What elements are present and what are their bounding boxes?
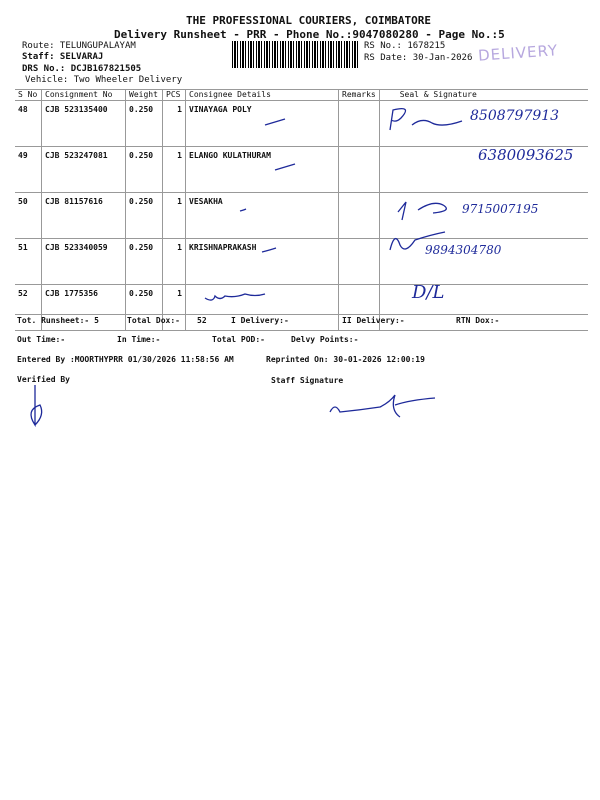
col-signature: Seal & Signature	[379, 90, 588, 101]
route: Route: TELUNGUPALAYAM	[22, 41, 136, 51]
total-dox-value: 52	[197, 316, 207, 325]
cell-sno: 51	[15, 239, 42, 285]
cell-weight: 0.250	[126, 193, 163, 239]
col-consignee: Consignee Details	[186, 90, 339, 101]
cell-sno: 50	[15, 193, 42, 239]
handwritten-dl: D/L	[412, 282, 445, 303]
cell-consignee: VESAKHA	[186, 193, 339, 239]
cell-pcs: 1	[163, 147, 186, 193]
reprinted-on: Reprinted On: 30-01-2026 12:00:19	[266, 355, 425, 364]
drs-no: DRS No.: DCJB167821505	[22, 64, 142, 74]
signature-scribble	[205, 294, 265, 300]
signature-scribble	[398, 202, 446, 220]
entered-by: Entered By :MOORTHYPRR 01/30/2026 11:58:56 AM	[17, 355, 234, 364]
verified-by: Verified By	[17, 375, 70, 384]
staff-signature-mark	[330, 395, 435, 417]
tot-runsheet: Tot. Runsheet:- 5	[17, 316, 99, 325]
col-weight: Weight	[126, 90, 163, 101]
col-sno: S No	[15, 90, 42, 101]
rtn-dox: RTN Dox:-	[456, 316, 500, 325]
col-consignment: Consignment No	[42, 90, 126, 101]
handwritten-phone: 6380093625	[478, 146, 574, 164]
cell-sno: 49	[15, 147, 42, 193]
delvy-points: Delvy Points:-	[291, 335, 359, 344]
runsheet-subtitle: Delivery Runsheet - PRR - Phone No.:9047080280 - Page No.:5	[114, 28, 505, 41]
cell-pcs: 1	[163, 239, 186, 285]
signature-mark	[275, 164, 295, 170]
i-delivery: I Delivery:-	[231, 316, 289, 325]
divider	[15, 314, 588, 315]
vehicle: Vehicle: Two Wheeler Delivery	[25, 75, 183, 85]
cell-consignee: VINAYAGA POLY	[186, 101, 339, 147]
cell-sno: 48	[15, 101, 42, 147]
cell-cons: CJB 523340059	[42, 239, 126, 285]
cell-weight: 0.250	[126, 101, 163, 147]
out-time: Out Time:-	[17, 335, 66, 344]
cell-sno: 52	[15, 285, 42, 331]
staff-signature-label: Staff Signature	[271, 376, 344, 385]
delivery-stamp: DELIVERY	[477, 41, 559, 65]
handwritten-phone: 8508797913	[470, 108, 560, 124]
cell-cons: CJB 523135400	[42, 101, 126, 147]
cell-pcs: 1	[163, 285, 186, 331]
cell-pcs: 1	[163, 101, 186, 147]
cell-cons: CJB 1775356	[42, 285, 126, 331]
cell-cons: CJB 523247081	[42, 147, 126, 193]
cell-weight: 0.250	[126, 285, 163, 331]
company-title: THE PROFESSIONAL COURIERS, COIMBATORE	[186, 14, 432, 27]
ii-delivery: II Delivery:-	[342, 316, 405, 325]
signature-scribble	[390, 109, 462, 130]
handwritten-phone: 9715007195	[462, 202, 539, 216]
cell-cons: CJB 81157616	[42, 193, 126, 239]
verifier-signature-mark	[31, 385, 42, 425]
rs-date: RS Date: 30-Jan-2026	[364, 53, 473, 63]
cell-pcs: 1	[163, 193, 186, 239]
total-pod: Total POD:-	[212, 335, 265, 344]
signature-mark	[240, 209, 246, 211]
cell-weight: 0.250	[126, 147, 163, 193]
col-remarks: Remarks	[339, 90, 380, 101]
cell-consignee: KRISHNAPRAKASH	[186, 239, 339, 285]
handwritten-phone: 9894304780	[425, 243, 502, 257]
cell-weight: 0.250	[126, 239, 163, 285]
signature-mark	[265, 119, 285, 125]
total-dox-label: Total Dox:-	[127, 316, 180, 325]
in-time: In Time:-	[117, 335, 161, 344]
rs-no: RS No.: 1678215	[364, 41, 446, 51]
cell-consignee: ELANGO KULATHURAM	[186, 147, 339, 193]
col-pcs: PCS	[163, 90, 186, 101]
signature-mark	[262, 248, 276, 252]
staff: Staff: SELVARAJ	[22, 52, 104, 62]
